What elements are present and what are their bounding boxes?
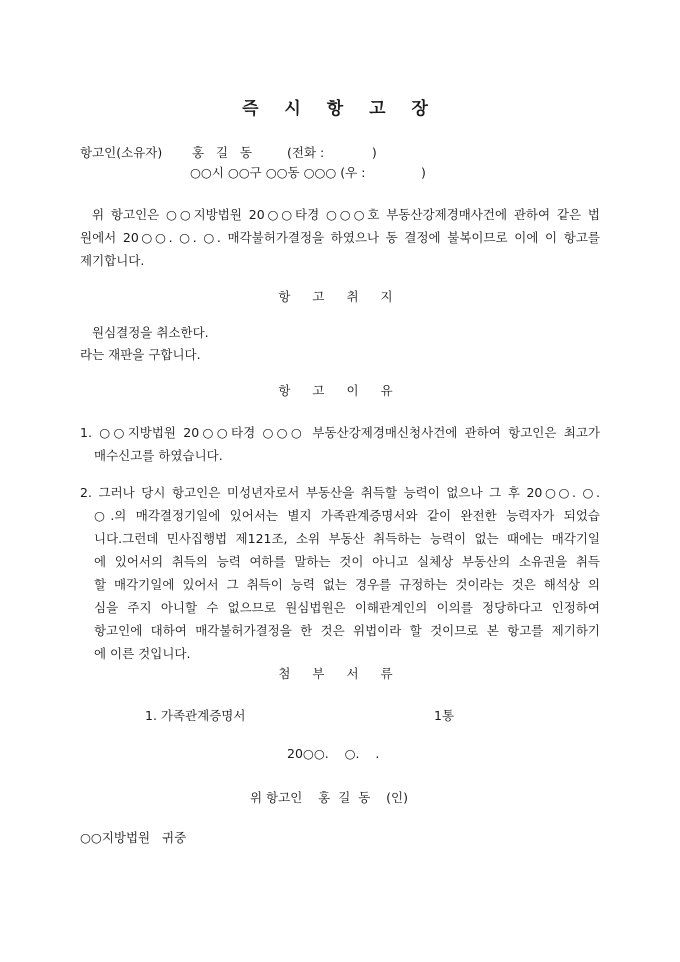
- appellant-name: 홍 길 동: [192, 145, 253, 160]
- intro-line: 제기합니다.: [80, 253, 145, 268]
- attachments-heading: 첨 부 서 류: [278, 666, 402, 681]
- reason-line: 2. 그러나 당시 항고인은 미성년자로서 부동산을 취득할 능력이 없으나 그 후 20○○. ○.: [80, 485, 600, 500]
- purpose-heading: 항 고 취 지: [278, 289, 402, 304]
- reason-line: 매수신고를 하였습니다.: [94, 448, 223, 463]
- reason-line: 에 있어서의 취득의 능력 여하를 말하는 것이 아니고 실체상 부동산의 소유권을 취득: [94, 554, 600, 569]
- signature-line: 위 항고인 홍 길 동 (인): [250, 790, 409, 805]
- purpose-line: 라는 재판을 구합니다.: [80, 347, 201, 362]
- reason-heading: 항 고 이 유: [278, 383, 402, 398]
- reason-line: 1. ○○지방법원 20○○타경 ○○○ 부동산강제경매신청사건에 관하여 항고인은 최고가: [80, 425, 600, 440]
- attachment-name: 1. 가족관계증명서: [145, 708, 246, 723]
- reason-2: [80, 481, 600, 665]
- reason-line: 에 이른 것입니다.: [94, 646, 191, 661]
- appellant-address: ○○시 ○○구 ○○동 ○○○ (우 : ): [190, 165, 426, 180]
- reason-line: ○.의 매각결정기일에 있어서는 별지 가족관계증명서와 같이 완전한 능력자가 되었습: [94, 508, 600, 523]
- court-addressee: ○○지방법원 귀중: [80, 830, 187, 845]
- intro-paragraph: [80, 203, 600, 272]
- appellant-phone: (전화 : ): [287, 145, 377, 160]
- intro-line: 원에서 20○○. ○. ○. 매각불허가결정을 하였으나 동 결정에 불복이므로 이에 이 항고를: [80, 230, 600, 245]
- reason-line: 항고인에 대하여 매각불허가결정을 한 것은 위법이라 할 것이므로 본 항고를 제기하기: [94, 623, 600, 638]
- purpose-line: 원심결정을 취소한다.: [92, 325, 209, 340]
- appellant-label: 항고인(소유자): [80, 145, 163, 160]
- reason-line: 니다.그런데 민사집행법 제121조, 소위 부동산 취득하는 능력이 없는 때에는 매각기일: [94, 531, 600, 546]
- document-date: 20○○. ○. .: [287, 746, 380, 761]
- reason-line: 할 매각기일에 있어서 그 취득이 능력 없는 경우를 규정하는 것이라는 것은 해석상 의: [94, 577, 600, 592]
- attachment-count: 1통: [434, 708, 455, 723]
- intro-line: 위 항고인은 ○○지방법원 20○○타경 ○○○호 부동산강제경매사건에 관하여 같은 법: [92, 207, 600, 222]
- reason-1: [80, 421, 600, 467]
- document-title: 즉 시 항 고 장: [242, 99, 438, 119]
- reason-line: 심을 주지 아니할 수 없으므로 원심법원은 이해관계인의 이의를 정당하다고 인정하여: [94, 600, 600, 615]
